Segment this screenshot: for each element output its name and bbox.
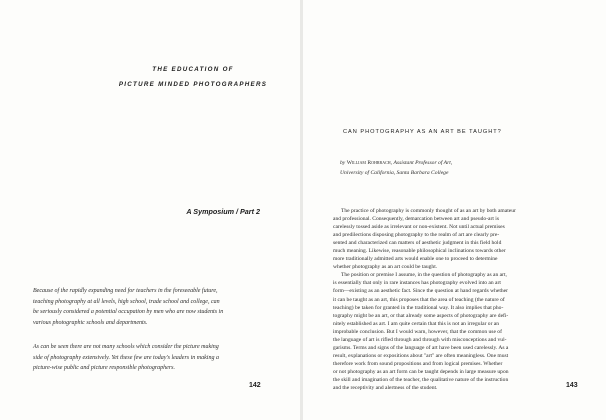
body-line: and predilections disposing photography to the realm of art are clearly pre- <box>333 232 500 239</box>
body-line: improbable conclusion. But I would warn, however, that the common use of <box>333 328 502 335</box>
title-line-2: PICTURE MINDED PHOTOGRAPHERS <box>118 81 268 88</box>
body-line: is essentially that only in rare instances has photography evolved into an art <box>333 280 501 287</box>
page-number-left: 142 <box>249 382 261 389</box>
body-line: much meaning. Likewise, reasonable philosophical inclinations towards other <box>333 248 506 255</box>
body-line: or not photography as an art form can be taught depends in large measure upon <box>333 368 509 375</box>
intro-line: various photographic schools and departments. <box>33 319 148 326</box>
body-line: nitely established as art. I am quite certain that this is not an irregular or an <box>333 320 500 327</box>
byline-line-2 <box>340 169 452 179</box>
intro-line: picture-wise public and picture responsible photographers. <box>33 365 175 372</box>
title-line-1: THE EDUCATION OF <box>152 66 234 73</box>
body-line: form—existing as an aesthetic fact. Since the question at hand regards whether <box>333 288 508 295</box>
body-line: the language of art is rifled through and through with misconceptions and vul- <box>333 336 507 343</box>
page-number-right: 143 <box>566 382 578 389</box>
intro-line: As can be seen there are not many schools which consider the picture making <box>33 344 219 350</box>
body-line: result, explanations or expositions about "art" are often meaningless. One must <box>333 352 509 359</box>
intro-line: Because of the rapidly expanding need for teachers in the foreseeable future, <box>33 288 218 294</box>
body-line: more traditionally admitted arts would enable one to proceed to determine <box>333 256 498 263</box>
intro-paragraph-2 <box>33 342 278 374</box>
body-line: sented and characterized can matters of aesthetic judgment in this field hold <box>333 240 502 247</box>
body-line: garisms. Terms and signs of the language of art have been used carelessly. As a <box>333 344 509 351</box>
body-line: whether photography as an art could be taught. <box>333 264 438 271</box>
body-line: teaching) be taken for granted in the traditional way. It also implies that pho- <box>333 304 504 311</box>
byline <box>340 159 452 178</box>
intro-line: teaching photography at all levels, high school, trade school and college, can <box>33 298 220 305</box>
body-line: carelessly tossed aside as irrelevant or non-existent. Not until actual premises <box>333 224 505 231</box>
byline-line-1 <box>340 159 452 169</box>
article-title: CAN PHOTOGRAPHY AS AN ART BE TAUGHT? <box>343 129 502 135</box>
left-page <box>0 0 300 420</box>
body-line: The practice of photography is commonly thought of as an art by both amateur <box>341 208 516 214</box>
intro-paragraph-1 <box>33 286 278 328</box>
author-role: Assistant Professor of Art, <box>393 160 453 166</box>
symposium-heading: A Symposium / Part 2 <box>186 207 260 216</box>
body-line: The position or premise I assume, in the question of photography as an art, <box>341 272 507 279</box>
body-line: and professional. Consequently, demarcation between art and pseudo-art is <box>333 216 499 223</box>
intro-line: be seriously considered a potential occupation by men who are now students in <box>33 309 224 316</box>
body-line: the skill and imagination of the teacher, the qualitative nature of the instruction <box>333 376 509 383</box>
body-line: therefore work from sound propositions and from logical premises. Whether <box>333 360 503 367</box>
intro-line: side of photography extensively. Yet these few are today's leaders in making a <box>33 354 219 361</box>
byline-prefix: by <box>340 160 346 166</box>
body-line: it can be taught as an art, this proposes that the area of teaching (the nature of <box>333 296 505 303</box>
author-affiliation: University of California, Santa Barbara College <box>340 169 449 176</box>
article-body <box>333 207 577 392</box>
body-line: and the receptivity and alertness of the student. <box>333 385 438 392</box>
body-line: tography might be an art, or that already some aspects of photography are defi- <box>333 312 509 319</box>
author-name: William Rohrbach, <box>346 160 393 166</box>
